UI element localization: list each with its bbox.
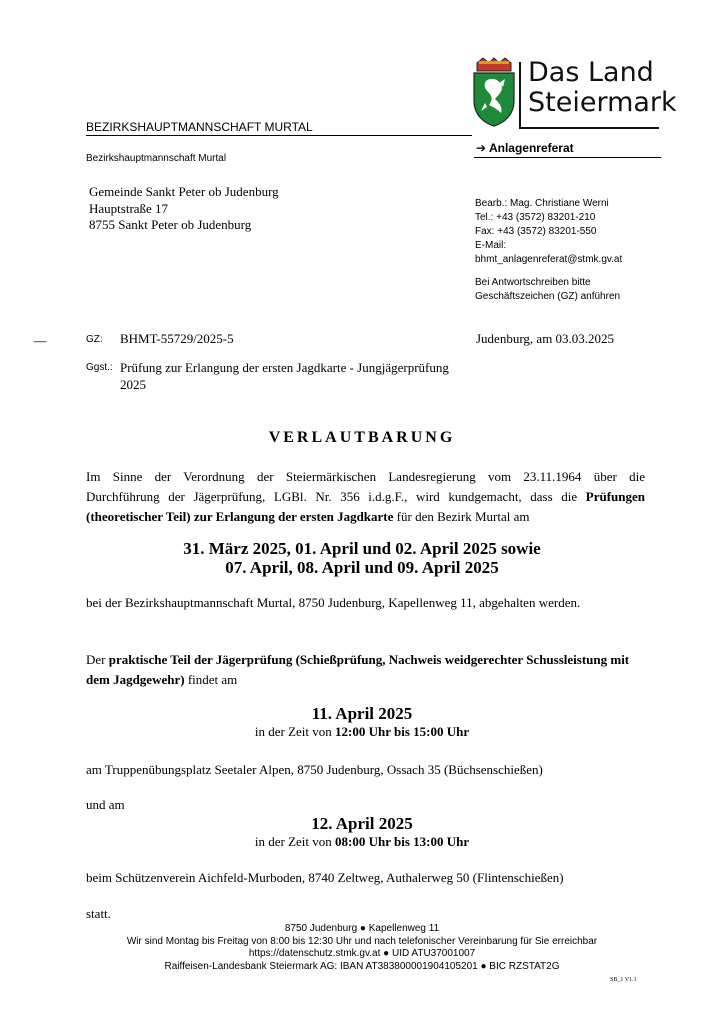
contact-fax: Fax: +43 (3572) 83201-550 [475,226,597,237]
logo-divider-vertical [519,62,521,128]
intro-line3-bold: (theoretischer Teil) zur Erlangung der ersten Jagdkarte [86,509,394,524]
contact-block [475,197,622,304]
exam-dates-line1: 31. März 2025, 01. April und 02. April 2025 sowie [183,539,541,558]
footer-line4: Raiffeisen-Landesbank Steiermark AG: IBAN AT383800001904105201 ● BIC RZSTAT2G [164,960,560,972]
place-date: Judenburg, am 03.03.2025 [476,331,615,346]
time-2-prefix: in der Zeit von [254,834,336,849]
practical-text-a: Der [86,652,109,667]
sender-line: Bezirkshauptmannschaft Murtal [86,153,227,164]
time-1-prefix: in der Zeit von [254,724,336,739]
department-name: Anlagenreferat [488,141,574,155]
intro-line2-text: Durchführung der Jägerprüfung, LGBl. Nr. 356 i.d.g.F., wird kundgemacht, dass die [86,489,586,504]
arrow-right-icon: ➔ [476,141,487,155]
contact-note-line1: Bei Antwortschreiben bitte [475,277,591,288]
footer-line2: Wir sind Montag bis Freitag von 8:00 bis 12:30 Uhr und nach telefonischer Vereinbarung für Sie erreichbar [126,935,598,947]
department-label [476,141,574,155]
footer [0,923,724,973]
intro-paragraph [86,467,645,527]
intro-line3-text: für den Bezirk Murtal am [393,509,530,524]
logo-wordmark [528,58,677,118]
document-heading: VERLAUTBARUNG [268,429,456,446]
intro-line2 [86,487,645,507]
practical-line2 [86,670,645,690]
closing-text: statt. [86,906,111,921]
header-rule-right [474,157,661,158]
subject-line2: 2025 [120,377,146,392]
contact-bearb: Bearb.: Mag. Christiane Werni [475,198,609,209]
time-2-range: 08:00 Uhr bis 13:00 Uhr [335,834,470,849]
and-text: und am [86,797,125,812]
practical-text-b: praktische Teil der Jägerprüfung (Schießprüfung, Nachweis weidgerechter Schussleistung mit [108,652,630,667]
subject-line1: Prüfung zur Erlangung der ersten Jagdkarte - Jungjägerprüfung [120,360,449,375]
exam-dates-line2: 07. April, 08. April und 09. April 2025 [225,558,499,577]
version-mark: SB_1 V1.1 [610,977,637,983]
styrian-crest-icon [471,57,517,127]
logo-line2: Steiermark [528,87,677,118]
time-1 [0,724,724,740]
ggst-label: Ggst.: [86,362,113,373]
time-2 [0,834,724,850]
logo-line1: Das Land [528,57,654,88]
date-2: 12. April 2025 [311,814,413,833]
date-1: 11. April 2025 [311,704,413,723]
recipient-line3: 8755 Sankt Peter ob Judenburg [89,217,252,232]
recipient-line2: Hauptstraße 17 [89,200,169,216]
intro-line3 [86,507,645,527]
header-rule-left [86,135,472,136]
intro-line1: Im Sinne der Verordnung der Steiermärkischen Landesregierung vom 23.11.1964 über die [86,469,645,484]
footer-line1: 8750 Judenburg ● Kapellenweg 11 [284,923,440,934]
gz-label: GZ: [86,334,103,345]
contact-email-label: E-Mail: [475,240,507,251]
practical-paragraph [86,650,645,690]
recipient-address [89,184,279,234]
theory-location: bei der Bezirkshauptmannschaft Murtal, 8750 Judenburg, Kapellenweg 11, abgehalten werden. [86,595,581,610]
time-1-range: 12:00 Uhr bis 15:00 Uhr [335,724,470,739]
gz-value: BHMT-55729/2025-5 [120,331,234,346]
contact-email[interactable]: bhmt_anlagenreferat@stmk.gv.at [475,254,623,265]
authority-title: BEZIRKSHAUPTMANNSCHAFT MURTAL [86,120,313,134]
logo-divider-horizontal [519,127,659,129]
exam-dates [0,539,724,577]
practical-text-c: dem Jagdgewehr) [86,672,185,687]
practical-line1 [86,650,645,670]
contact-note-line2: Geschäftszeichen (GZ) anführen [475,291,621,302]
intro-line2-bold: Prüfungen [585,489,645,504]
footer-line3: https://datenschutz.stmk.gv.at ● UID ATU37001007 [248,948,476,959]
recipient-line1: Gemeinde Sankt Peter ob Judenburg [89,184,279,199]
subject [120,359,449,393]
location-2: beim Schützenverein Aichfeld-Murboden, 8740 Zeltweg, Authalerweg 50 (Flintenschießen) [86,870,564,885]
location-1: am Truppenübungsplatz Seetaler Alpen, 8750 Judenburg, Ossach 35 (Büchsenschießen) [86,762,543,777]
margin-mark: __ [34,331,47,343]
contact-tel: Tel.: +43 (3572) 83201-210 [475,212,596,223]
practical-text-d: findet am [184,672,238,687]
